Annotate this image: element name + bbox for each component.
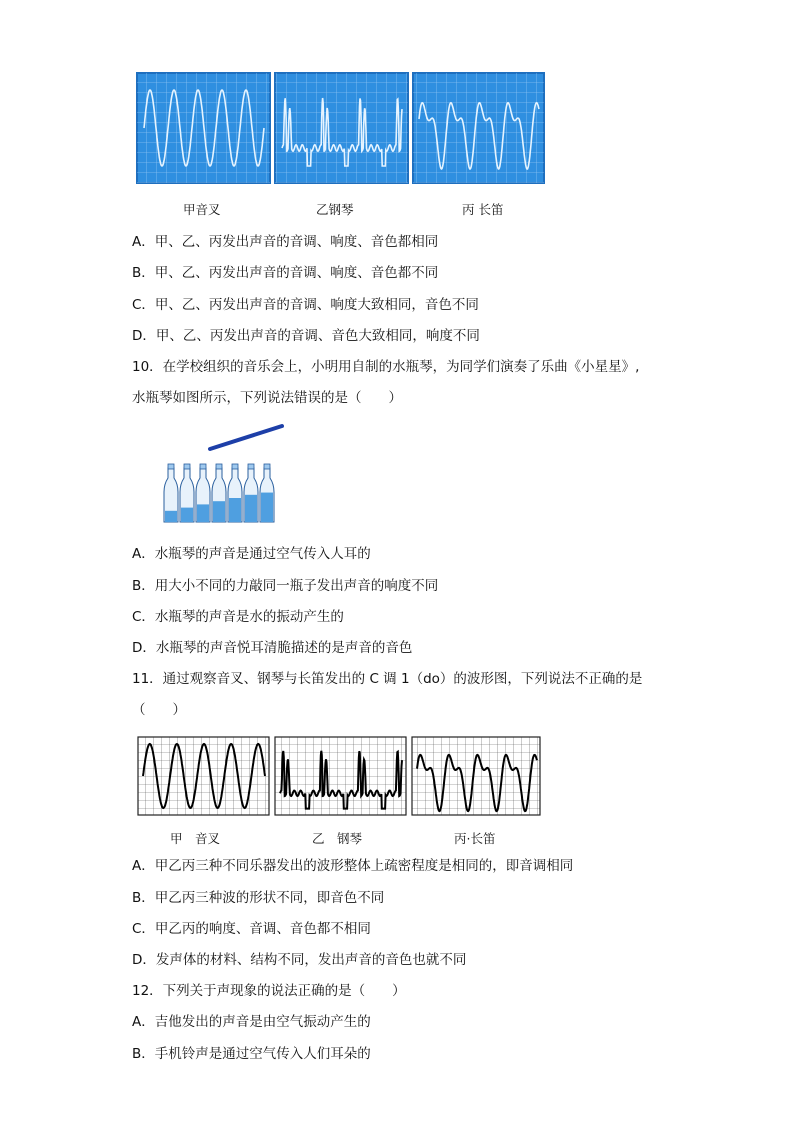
water-bottle [196,464,210,522]
q9-option-b: B．甲、乙、丙发出声音的音调、响度、音色都不同 [132,265,439,281]
water-bottle-xylophone-figure [158,422,288,528]
tuning-fork-screen [137,73,270,183]
q12-option-a: A．吉他发出的声音是由空气振动产生的 [132,1014,371,1030]
q10-option-a: A．水瓶琴的声音是通过空气传入人耳的 [132,546,371,562]
water-bottle [244,464,258,522]
piano-screen [275,73,408,183]
caption-bw-tuning-fork: 甲 音叉 [170,831,221,846]
water-bottle [164,464,178,522]
caption-flute: 丙 长笛 [462,202,504,217]
q11-option-a: A．甲乙丙三种不同乐器发出的波形整体上疏密程度是相同的，即音调相同 [132,858,574,874]
q10-option-b: B．用大小不同的力敲同一瓶子发出声音的响度不同 [132,578,439,594]
flute-screen [413,73,544,183]
caption-bw-flute: 丙·长笛 [454,831,496,846]
piano-panel [275,737,406,815]
waveform-figure-color [136,72,546,186]
striking-stick [210,426,282,449]
water-bottle [180,464,194,522]
caption-piano: 乙钢琴 [316,202,354,217]
q10-stem-line2: 水瓶琴如图所示，下列说法错误的是（ ） [132,390,402,406]
q10-option-d: D．水瓶琴的声音悦耳清脆描述的是声音的音色 [132,640,413,656]
q11-option-b: B．甲乙丙三种波的形状不同，即音色不同 [132,890,385,906]
flute-panel [412,737,540,815]
water-bottle [212,464,226,522]
q10-option-c: C．水瓶琴的声音是水的振动产生的 [132,609,344,625]
q9-option-a: A．甲、乙、丙发出声音的音调、响度、音色都相同 [132,234,439,250]
q11-stem-line2: （ ） [132,702,186,718]
water-bottle [260,464,274,522]
waveform-figure-bw [137,736,541,818]
q12-option-b: B．手机铃声是通过空气传入人们耳朵的 [132,1046,371,1062]
tuning-fork-panel [138,737,269,815]
water-bottle [228,464,242,522]
q9-option-c: C．甲、乙、丙发出声音的音调、响度大致相同，音色不同 [132,297,479,313]
caption-bw-piano: 乙 钢琴 [312,831,363,846]
bottle-row [164,464,274,522]
q9-option-d: D．甲、乙、丙发出声音的音调、音色大致相同，响度不同 [132,328,480,344]
q11-option-c: C．甲乙丙的响度、音调、音色都不相同 [132,921,371,937]
q12-stem: 12．下列关于声现象的说法正确的是（ ） [132,983,406,999]
q11-option-d: D．发声体的材料、结构不同，发出声音的音色也就不同 [132,952,467,968]
q10-stem-line1: 10．在学校组织的音乐会上，小明用自制的水瓶琴，为同学们演奏了乐曲《小星星》, [132,359,640,375]
q11-stem-line1: 11．通过观察音叉、钢琴与长笛发出的 C 调 1（do）的波形图，下列说法不正确的是 [132,671,643,687]
caption-tuning-fork: 甲音叉 [183,202,221,217]
